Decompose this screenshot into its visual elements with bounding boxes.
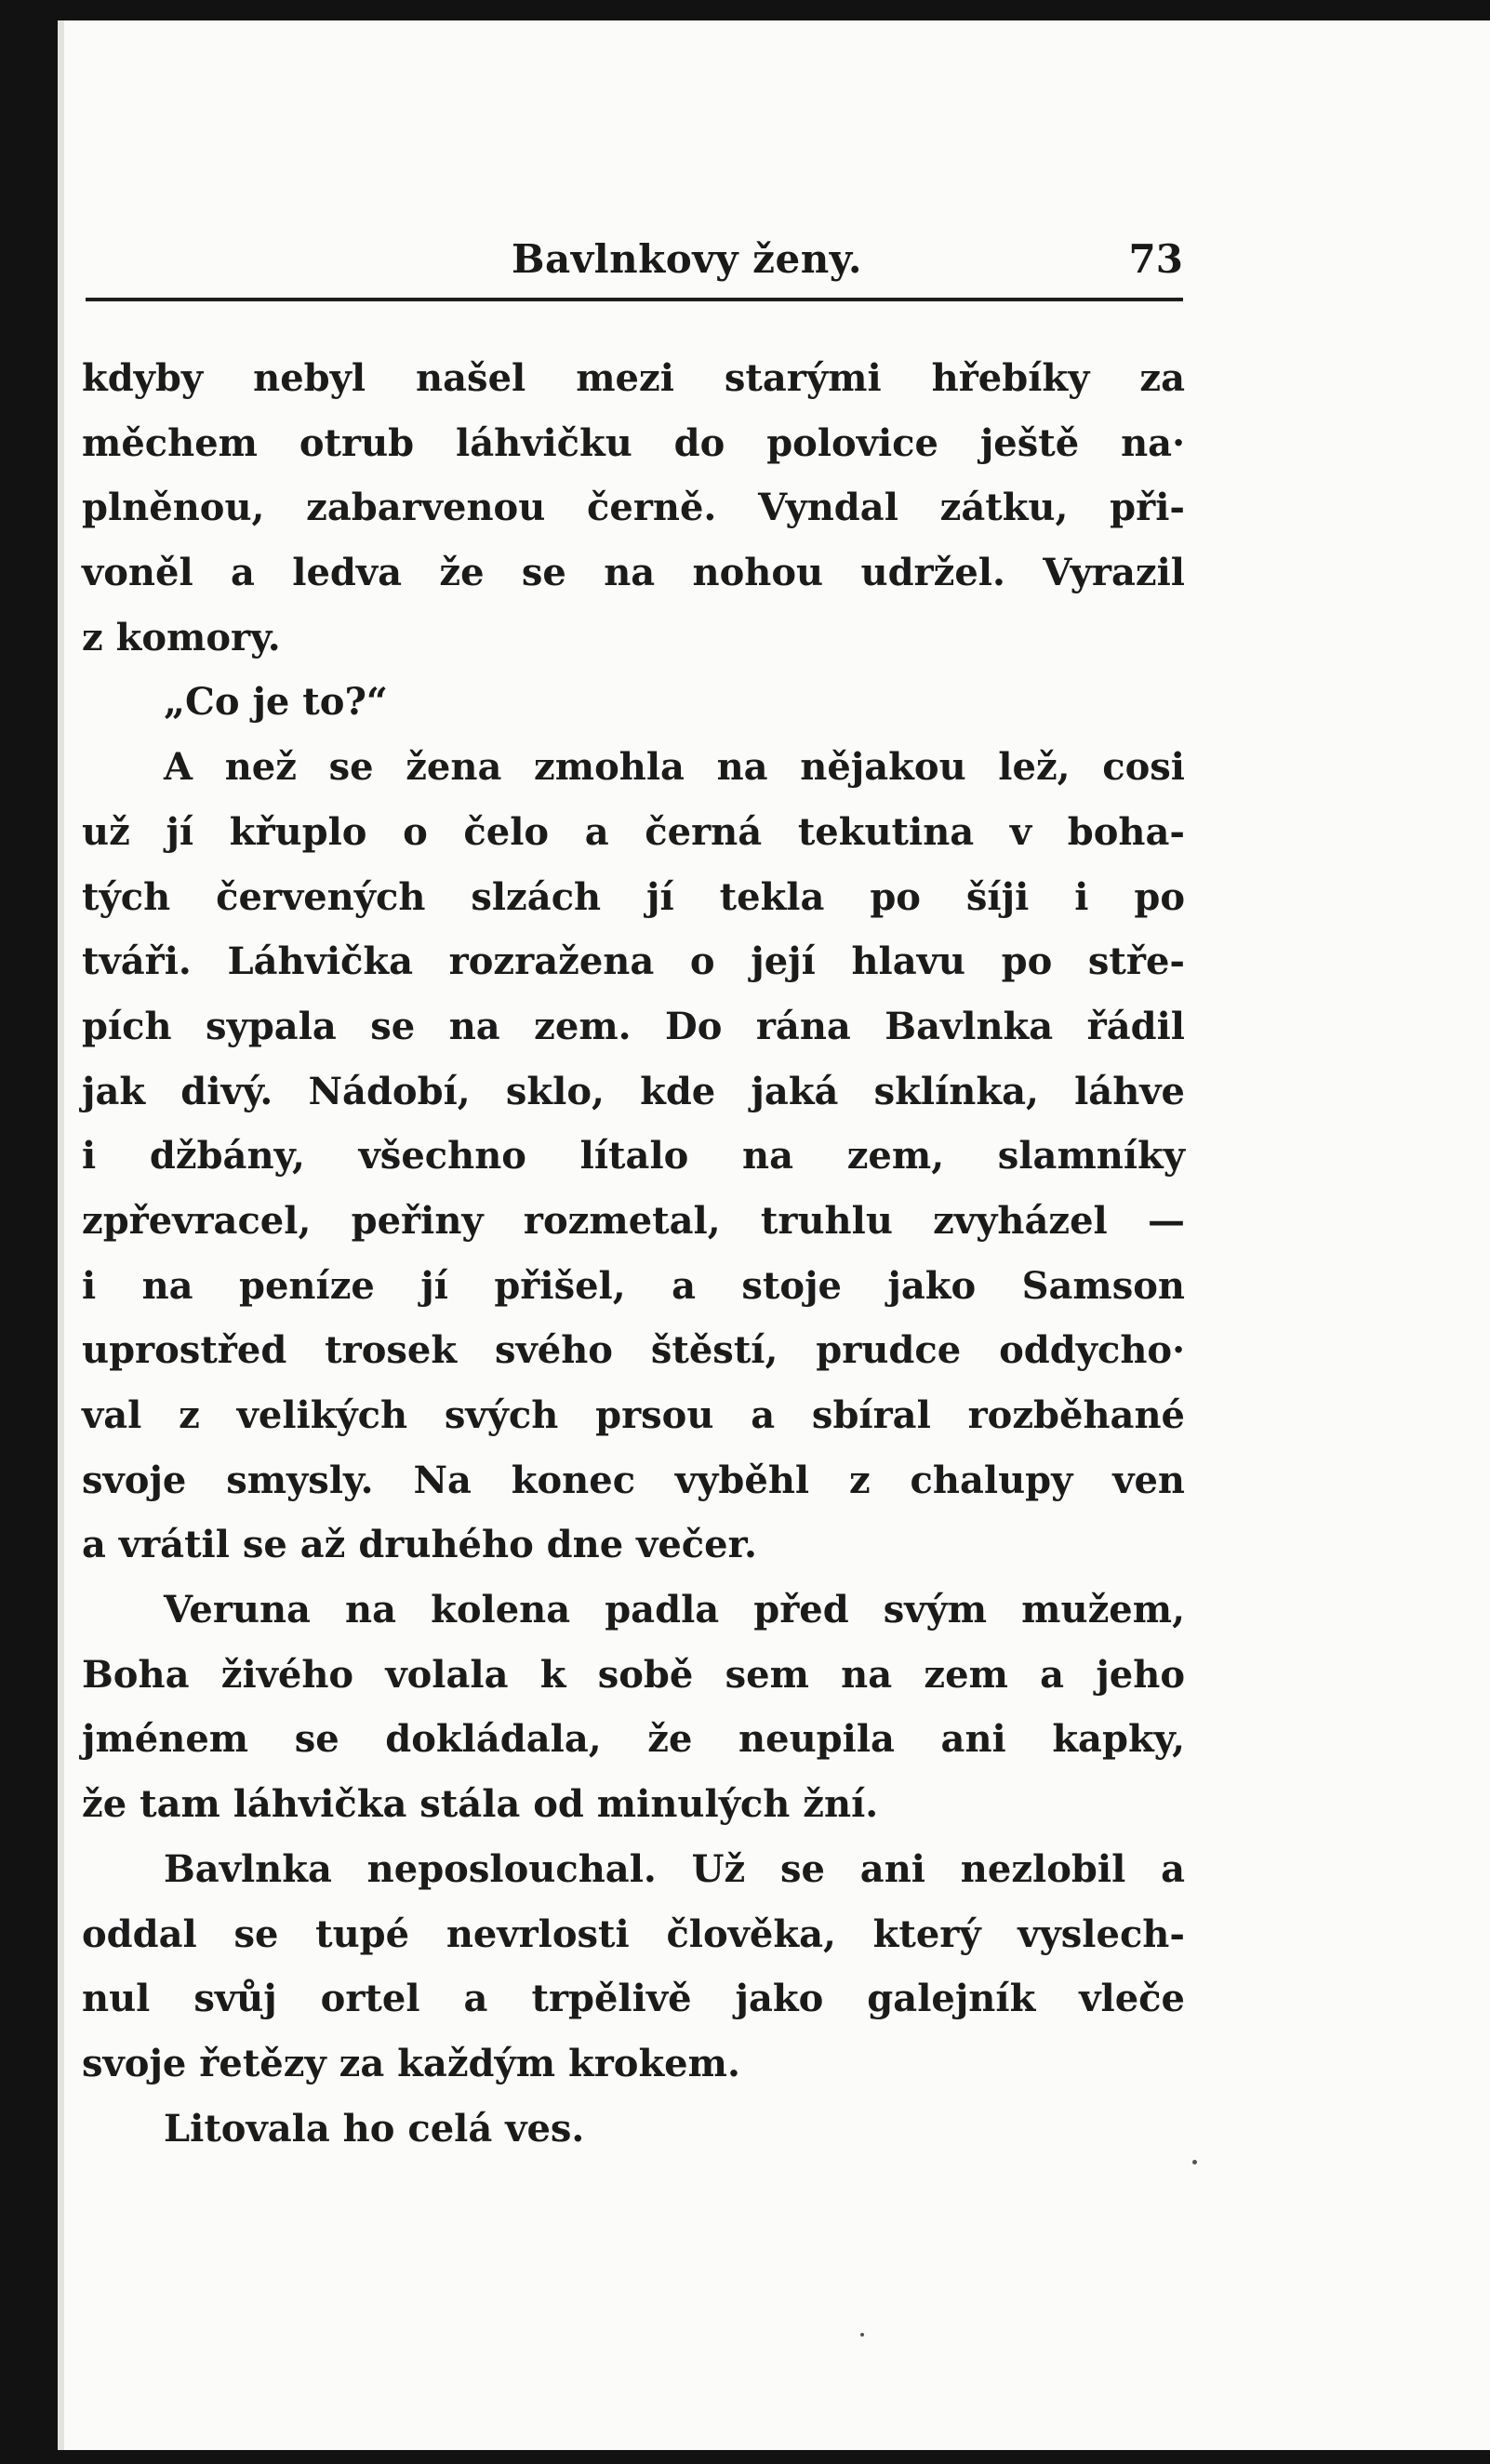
text-line: uprostřed trosek svého štěstí, prudce oddycho· <box>82 1328 1185 1373</box>
text-line: zpřevracel, peřiny rozmetal, truhlu zvyházel — <box>82 1198 1185 1243</box>
text-line: voněl a ledva že se na nohou udržel. Vyrazil <box>82 551 1185 595</box>
text-line: a vrátil se až druhého dne večer. <box>82 1523 757 1567</box>
paper-speck <box>1192 2160 1197 2164</box>
page-number: 73 <box>1128 236 1183 282</box>
text-line: tváři. Láhvička rozražena o její hlavu po stře- <box>82 939 1185 984</box>
text-line: i na peníze jí přišel, a stoje jako Samson <box>82 1263 1185 1308</box>
text-line: jménem se dokládala, že neupila ani kapky, <box>82 1717 1185 1762</box>
text-line: měchem otrub láhvičku do polovice ještě na· <box>82 420 1185 465</box>
text-line: jak divý. Nádobí, sklo, kde jaká sklínka, láhve <box>82 1069 1185 1113</box>
text-line: už jí křuplo o čelo a černá tekutina v boha- <box>82 809 1185 854</box>
text-line: Bavlnka neposlouchal. Už se ani nezlobil a <box>164 1846 1185 1891</box>
text-line: A než se žena zmohla na nějakou lež, cosi <box>164 745 1185 790</box>
text-line: plněnou, zabarvenou černě. Vyndal zátku, při- <box>82 486 1185 530</box>
text-line: kdyby nebyl našel mezi starými hřebíky za <box>82 356 1185 400</box>
text-line: svoje smysly. Na konec vyběhl z chalupy ven <box>82 1458 1185 1502</box>
text-line: že tam láhvička stála od minulých žní. <box>82 1782 879 1827</box>
text-line: Boha živého volala k sobě sem na zem a jeho <box>82 1652 1185 1697</box>
text-line: pích sypala se na zem. Do rána Bavlnka řádil <box>82 1004 1185 1048</box>
text-line: nul svůj ortel a trpělivě jako galejník vleče <box>82 1977 1185 2021</box>
text-line: Veruna na kolena padla před svým mužem, <box>164 1588 1185 1632</box>
text-line: svoje řetězy za každým krokem. <box>82 2041 740 2085</box>
text-line: i džbány, všechno lítalo na zem, slamníky <box>82 1134 1185 1179</box>
page-header <box>86 216 1183 300</box>
text-line: „Co je to?“ <box>164 680 388 725</box>
paper-speck <box>860 2333 864 2337</box>
running-title: Bavlnkovy ženy. <box>512 236 862 282</box>
header-rule <box>86 298 1183 301</box>
page-gutter <box>58 20 64 2450</box>
text-line: Litovala ho celá ves. <box>164 2106 585 2151</box>
text-line: oddal se tupé nevrlosti člověka, který vyslech- <box>82 1911 1185 1956</box>
text-body <box>82 346 1185 2161</box>
text-line: tých červených slzách jí tekla po šíji i po <box>82 874 1185 919</box>
text-line: val z velikých svých prsou a sbíral rozběhané <box>82 1393 1185 1437</box>
text-line: z komory. <box>82 615 281 659</box>
